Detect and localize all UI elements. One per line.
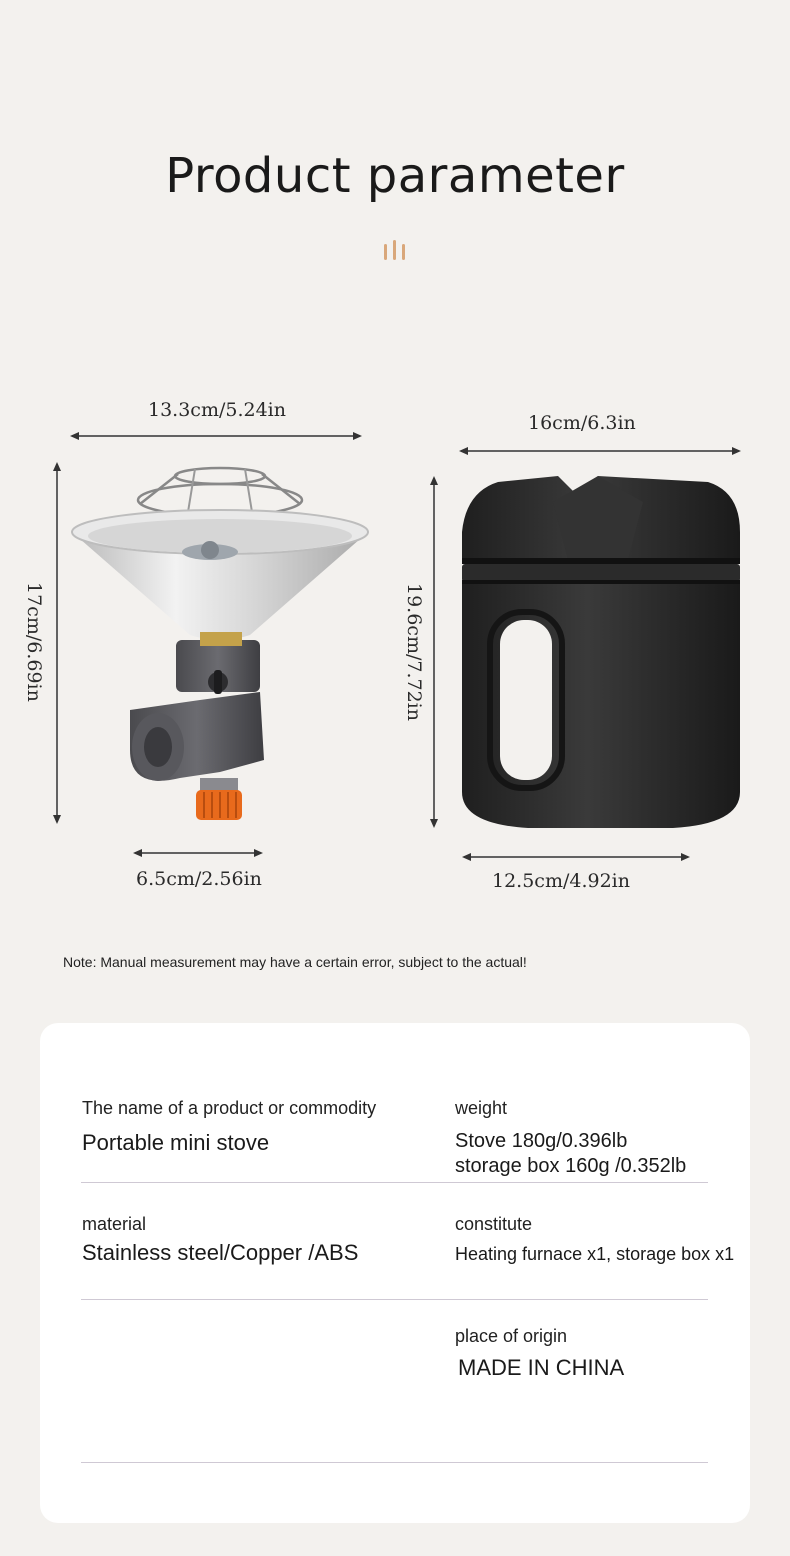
title-accent-icon	[382, 240, 408, 262]
box-height-arrow	[428, 476, 440, 828]
divider	[81, 1182, 708, 1183]
material-value: Stainless steel/Copper /ABS	[82, 1240, 359, 1265]
weight-label: weight	[455, 1098, 508, 1118]
divider	[81, 1462, 708, 1463]
box-top-width-label: 16cm/6.3in	[528, 412, 636, 434]
constitute-value: Heating furnace x1, storage box x1	[455, 1244, 735, 1264]
name-value: Portable mini stove	[82, 1130, 270, 1155]
constitute-label: constitute	[455, 1214, 533, 1234]
stove-image	[70, 460, 370, 830]
page-title: Product parameter	[165, 148, 625, 204]
name-label: The name of a product or commodity	[82, 1098, 377, 1118]
measurement-note: Note: Manual measurement may have a certain error, subject to the actual!	[63, 954, 527, 970]
stove-top-width-arrow	[70, 430, 362, 442]
origin-label: place of origin	[455, 1326, 568, 1346]
box-top-width-arrow	[459, 445, 741, 457]
box-base-width-arrow	[462, 851, 690, 863]
stove-base-width-arrow	[133, 847, 263, 859]
material-label: material	[82, 1214, 147, 1234]
weight-value-stove: Stove 180g/0.396lb	[455, 1130, 628, 1152]
stove-height-label: 17cm/6.69in	[23, 582, 45, 702]
stove-top-width-label: 13.3cm/5.24in	[148, 399, 286, 421]
stove-height-arrow	[51, 462, 63, 824]
stove-base-width-label: 6.5cm/2.56in	[136, 868, 262, 890]
origin-value: MADE IN CHINA	[458, 1355, 625, 1380]
storage-box-image	[458, 472, 743, 832]
weight-value-box: storage box 160g /0.352lb	[455, 1155, 687, 1177]
divider	[81, 1299, 708, 1300]
box-height-label: 19.6cm/7.72in	[403, 583, 425, 721]
box-base-width-label: 12.5cm/4.92in	[492, 870, 630, 892]
